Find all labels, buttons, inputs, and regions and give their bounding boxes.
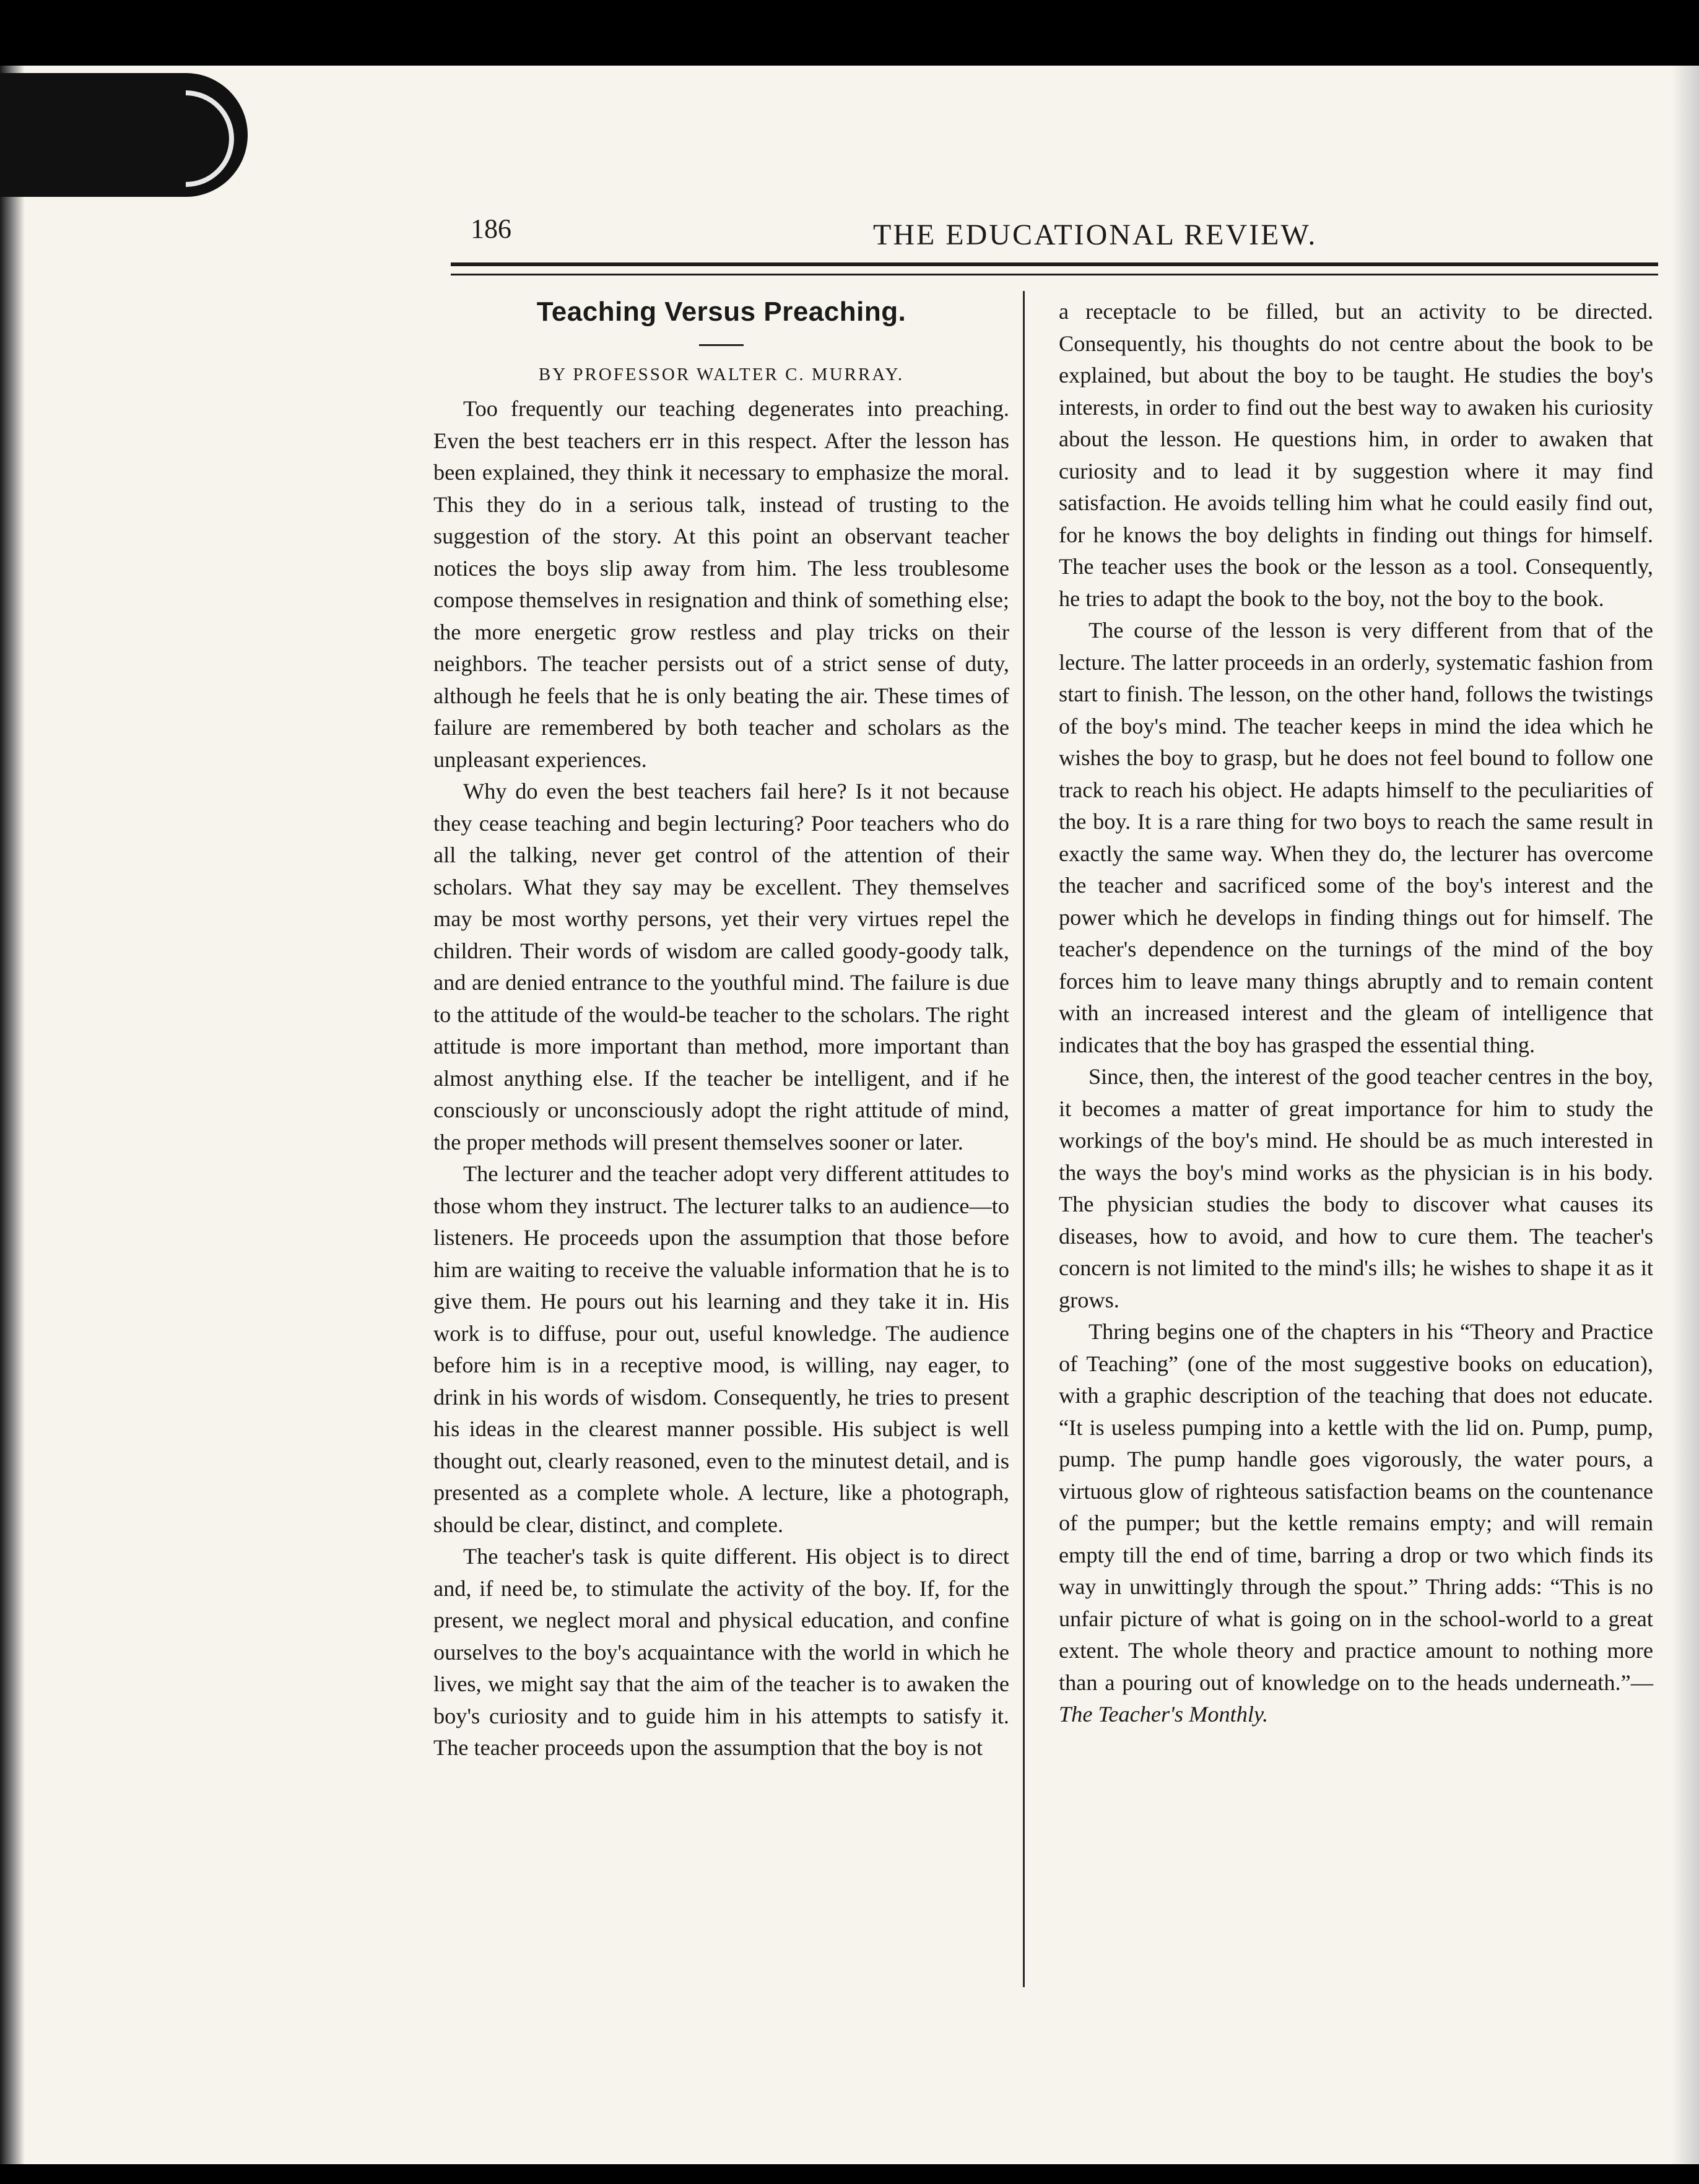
scan-top-border xyxy=(0,0,1699,68)
paragraph: The course of the lesson is very different from that of the lecture. The latter proceeds in an orderly, systematic fashion from start to finish. The lesson, on the other hand, follows the twistings of the boy's mind. The teacher keeps in mind the idea which he wishes the boy to grasp, but he does not feel bound to follow one track to reach his object. He adapts himself to the peculiarities of the boy. It is a rare thing for two boys to reach the same result in exactly the same way. When they do, the lecturer has overcome the teacher and sacrificed some of the boy's interest and the power which he develops in finding things out for himself. The teacher's dependence on the turnings of the mind of the boy forces him to leave many things abruptly and to remain content with an increased interest and the gleam of intelligence that indicates that the boy has grasped the essential thing. xyxy=(1059,618,1653,1057)
column-divider xyxy=(1023,291,1025,1987)
paragraph: Since, then, the interest of the good teacher centres in the boy, it becomes a matter of great importance for him to study the workings of the boy's mind. He should be as much interested in the ways the boy's mind works as the physician is in his body. The physician studies the body to discover what causes its diseases, how to avoid, and how to cure them. The teacher's concern is not limited to the mind's ills; he wishes to shape it as it grows. xyxy=(1059,1064,1653,1312)
paragraph-final xyxy=(1059,1316,1653,1731)
binding-shadow xyxy=(0,66,25,2164)
page-number: 186 xyxy=(471,214,511,244)
journal-title: THE EDUCATIONAL REVIEW. xyxy=(873,219,1318,251)
column-right xyxy=(1059,296,1653,1731)
paragraph: The lecturer and the teacher adopt very different attitudes to those whom they instruct. The lecturer talks to an audience—to listeners. He proceeds upon the assumption that those before him are waiting to receive the valuable information that he is to give them. He pours out his learning and they take it in. His work is to diffuse, pour out, useful knowledge. The audience before him is in a receptive mood, is willing, nay eager, to drink in his words of wisdom. Consequently, he tries to present his ideas in the clearest manner possible. His subject is well thought out, clearly reasoned, even to the minutest detail, and is presented as a complete whole. A lecture, like a photograph, should be clear, distinct, and complete. xyxy=(433,1161,1009,1537)
column-left xyxy=(433,296,1009,1764)
article-title: Teaching Versus Preaching. xyxy=(536,297,906,327)
paragraph-continued: a receptacle to be filled, but an activity to be directed. Consequently, his thoughts do not centre about the book to be explained, but about the boy to be taught. He studies the boy's interests, in order to find out the best way to awaken his curiosity about the lesson. He questions him, in order to awaken that curiosity and to lead it by suggestion where it may find satisfaction. He avoids telling him what he could easily find out, for he knows the boy delights in finding out things for himself. The teacher uses the book or the lesson as a tool. Consequently, he tries to adapt the book to the boy, not the boy to the book. xyxy=(1059,299,1653,611)
header-rule-thin xyxy=(451,274,1658,275)
header-rule-thick xyxy=(451,262,1658,266)
title-rule xyxy=(699,344,744,346)
paragraph-text: Thring begins one of the chapters in his “Theory and Practice of Teaching” (one of the most suggestive books on education), with a graphic description of the teaching that does not educate. “It is useless pumping into a kettle with the lid on. Pump, pump, pump. The pump handle goes vigorously, the water pours, a virtuous glow of righteous satisfaction beams on the countenance of the pumper; but the kettle remains empty; and will remain empty till the end of time, barring a drop or two which finds its way in unwittingly through the spout.” Thring adds: “This is no unfair picture of what is going on in the school-world to a great extent. The whole theory and practice amount to nothing more than a pouring out of knowledge on to the heads underneath.”— xyxy=(1059,1319,1653,1695)
article-byline: BY PROFESSOR WALTER C. MURRAY. xyxy=(538,365,905,384)
binder-clip-icon xyxy=(0,73,248,197)
paragraph: The teacher's task is quite different. His object is to direct and, if need be, to stimulate the activity of the boy. If, for the present, we neglect moral and physical education, and confine ourselves to the boy's acquaintance with the world in which he lives, we might say that the aim of the teacher is to awaken the boy's curiosity and to guide him in his attempts to satisfy it. The teacher proceeds upon the assumption that the boy is not xyxy=(433,1544,1009,1760)
paragraph: Why do even the best teachers fail here? Is it not because they cease teaching and begin lecturing? Poor teachers who do all the talking, never get control of the attention of their scholars. What they say may be excellent. They themselves may be most worthy persons, yet their very virtues repel the children. Their words of wisdom are called goody-goody talk, and are denied entrance to the youthful mind. The failure is due to the attitude of the would-be teacher to the scholars. The right attitude is more important than method, more important than almost anything else. If the teacher be intelligent, and if he consciously or unconsciously adopt the right attitude of mind, the proper methods will present themselves sooner or later. xyxy=(433,779,1009,1155)
page-edge-shadow xyxy=(1672,66,1699,2164)
paragraph: Too frequently our teaching degenerates into preaching. Even the best teachers err in this respect. After the lesson has been explained, they think it necessary to emphasize the moral. This they do in a serious talk, instead of trusting to the suggestion of the story. At this point an observant teacher notices the boys slip away from him. The less troublesome compose themselves in resignation and think of something else; the more energetic grow restless and play tricks on their neighbors. The teacher persists out of a strict sense of duty, although he feels that he is only beating the air. These times of failure are remembered by both teacher and scholars as the unpleasant experiences. xyxy=(433,396,1009,772)
scan-bottom-border xyxy=(0,2164,1699,2184)
source-citation: The Teacher's Monthly. xyxy=(1059,1702,1269,1727)
